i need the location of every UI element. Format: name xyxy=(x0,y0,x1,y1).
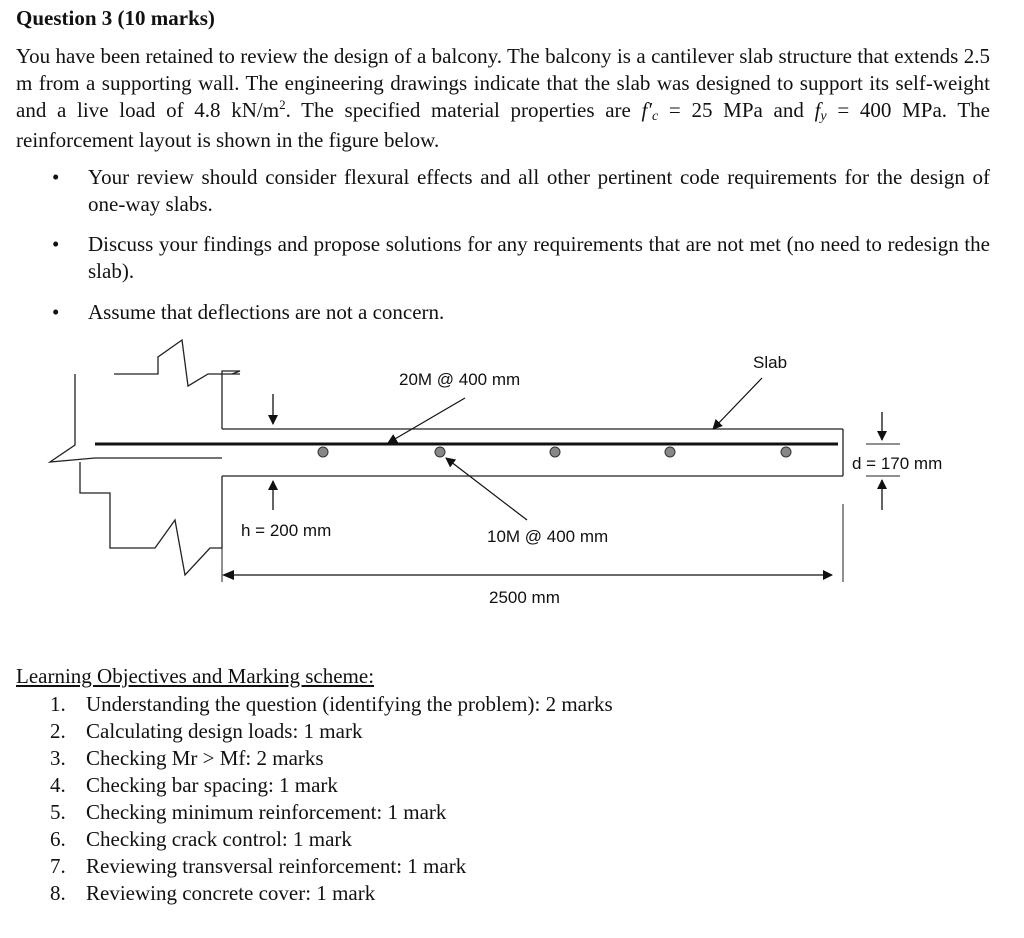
slab-diagram xyxy=(0,330,1024,620)
bottom-bar-leader xyxy=(446,458,527,520)
bullet-text: Your review should consider flexural effects and all other pertinent code requirements for the design of one-way slabs. xyxy=(88,165,990,216)
list-number: 4. xyxy=(50,773,66,797)
list-item xyxy=(50,799,613,826)
fy-value: = 400 MPa. The reinforcement layout is shown in the figure below. xyxy=(16,98,990,152)
list-text: Checking minimum reinforcement: 1 mark xyxy=(86,800,447,824)
list-number: 6. xyxy=(50,827,66,851)
depth-label: d = 170 mm xyxy=(852,454,943,473)
bullet-item xyxy=(48,164,990,218)
bottom-bar xyxy=(550,447,560,457)
bullet-icon: • xyxy=(52,165,60,189)
bullet-text: Assume that deflections are not a concern. xyxy=(88,300,445,324)
list-number: 5. xyxy=(50,800,66,824)
list-text: Reviewing concrete cover: 1 mark xyxy=(86,881,376,905)
list-text: Checking bar spacing: 1 mark xyxy=(86,773,338,797)
bullet-item xyxy=(48,231,990,285)
slab-label: Slab xyxy=(753,353,788,372)
list-number: 3. xyxy=(50,746,66,770)
list-number: 1. xyxy=(50,692,66,716)
length-label: 2500 mm xyxy=(489,588,560,607)
learning-objectives-title: Learning Objectives and Marking scheme: xyxy=(16,664,375,688)
fc-subscript: c xyxy=(651,109,659,124)
list-number: 8. xyxy=(50,881,66,905)
list-item xyxy=(50,745,613,772)
list-text: Calculating design loads: 1 mark xyxy=(86,719,363,743)
fc-symbol: f′ xyxy=(641,98,652,122)
wall-outline-left-lower xyxy=(80,462,222,575)
bullet-text: Discuss your findings and propose solutions for any requirements that are not met (no need to redesign the slab). xyxy=(88,232,990,283)
wall-outline-left-upper xyxy=(50,374,95,462)
list-item xyxy=(50,880,613,907)
question-intro xyxy=(16,43,990,154)
fy-subscript: y xyxy=(820,109,827,124)
list-item xyxy=(50,691,613,718)
list-text: Checking Mr > Mf: 2 marks xyxy=(86,746,324,770)
intro-superscript: 2 xyxy=(279,97,286,112)
bullet-list-3 xyxy=(48,299,990,326)
bullet-list-1 xyxy=(48,164,990,218)
list-item xyxy=(50,826,613,853)
list-text: Checking crack control: 1 mark xyxy=(86,827,352,851)
bullet-icon: • xyxy=(52,300,60,324)
intro-text-1: You have been retained to review the design of a balcony. The balcony is a cantilever slab structure that extends 2.5 m from a supporting wall. The engineering drawings indicate that the slab was designed to support its self-weight and a live load of 4.8 kN/m xyxy=(16,44,990,122)
bottom-bar xyxy=(665,447,675,457)
fy-symbol: f xyxy=(814,98,821,122)
marking-scheme-list xyxy=(50,691,613,907)
question-title: Question 3 (10 marks) xyxy=(16,6,215,30)
bottom-bar xyxy=(318,447,328,457)
list-item xyxy=(50,718,613,745)
bottom-bar-label: 10M @ 400 mm xyxy=(487,527,609,546)
height-label: h = 200 mm xyxy=(241,521,332,540)
wall-outline-top-break xyxy=(114,340,240,386)
list-text: Understanding the question (identifying the problem): 2 marks xyxy=(86,692,613,716)
bullet-icon: • xyxy=(52,232,60,256)
top-bar-leader xyxy=(388,398,465,443)
top-bar-label: 20M @ 400 mm xyxy=(399,370,521,389)
intro-text-2: . The specified material properties are xyxy=(285,98,642,122)
list-item xyxy=(50,772,613,799)
list-item xyxy=(50,853,613,880)
bottom-bar xyxy=(435,447,445,457)
slab-leader xyxy=(713,378,762,429)
list-text: Reviewing transversal reinforcement: 1 mark xyxy=(86,854,467,878)
fc-value: = 25 MPa and xyxy=(658,98,815,122)
list-number: 7. xyxy=(50,854,66,878)
bullet-item xyxy=(48,299,990,326)
bottom-bar xyxy=(781,447,791,457)
length-arrow-left xyxy=(222,570,234,580)
wall-outline-upper xyxy=(222,371,240,429)
bullet-list-2 xyxy=(48,231,990,285)
list-number: 2. xyxy=(50,719,66,743)
